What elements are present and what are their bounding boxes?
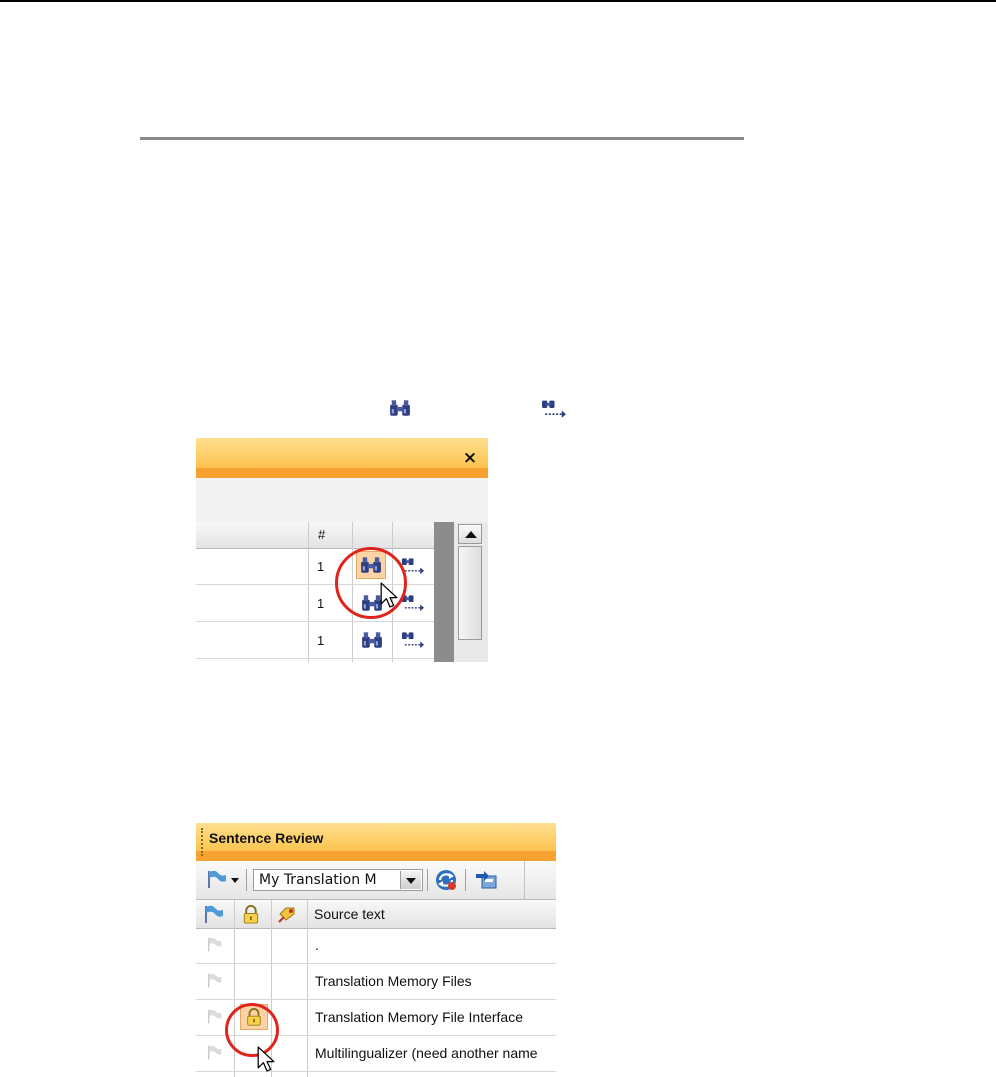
mouse-cursor-icon [380, 582, 398, 608]
vertical-scrollbar[interactable] [454, 522, 488, 662]
table-row[interactable] [196, 928, 556, 964]
flag-icon[interactable] [206, 1008, 224, 1026]
translation-memory-select[interactable] [253, 869, 423, 891]
flag-filter-button[interactable] [206, 869, 240, 891]
toolbar-separator [246, 869, 247, 891]
scroll-up-button[interactable] [458, 524, 482, 544]
grid-header [196, 900, 556, 929]
scroll-thumb[interactable] [458, 546, 482, 640]
flag-icon[interactable] [206, 972, 224, 990]
translation-memory-value: My Translation M [259, 872, 377, 888]
find-next-icon[interactable] [401, 593, 425, 613]
titlebar-strip [196, 851, 556, 861]
find-next-icon[interactable] [401, 630, 425, 650]
find-icon[interactable] [361, 631, 383, 649]
row-count: 1 [317, 596, 325, 611]
find-next-icon [541, 398, 567, 420]
flag-icon [206, 869, 228, 891]
row-count: 1 [317, 559, 325, 574]
page-top-rule [0, 0, 996, 2]
source-text-cell: . [315, 937, 319, 953]
panel-title: Sentence Review [209, 830, 324, 846]
export-icon[interactable] [474, 868, 498, 892]
toolbar-end [524, 861, 525, 899]
titlebar-strip [196, 468, 488, 478]
table-row[interactable] [196, 964, 556, 1000]
row-count: 1 [317, 633, 325, 648]
panel-toolbar [196, 478, 488, 523]
find-icon [389, 399, 411, 417]
section-rule [140, 137, 744, 140]
source-text-column-header[interactable]: Source text [314, 906, 385, 922]
flag-icon[interactable] [206, 1044, 224, 1062]
source-text-cell: Translation Memory File Interface [315, 1009, 523, 1025]
chevron-down-icon[interactable] [400, 871, 421, 889]
chevron-down-icon [231, 878, 239, 883]
pin-icon[interactable] [276, 904, 298, 924]
close-button[interactable]: × [462, 448, 478, 468]
toolbar-separator [465, 869, 466, 891]
drag-grip[interactable] [201, 828, 206, 856]
panel-titlebar [196, 438, 488, 478]
mouse-cursor-icon [257, 1046, 275, 1072]
find-panel-screenshot [196, 438, 488, 662]
grid-gutter [434, 522, 454, 662]
panel-toolbar [196, 861, 556, 900]
toolbar-separator [427, 869, 428, 891]
flag-icon[interactable] [203, 904, 225, 924]
count-column-header[interactable]: # [318, 527, 326, 542]
table-row [196, 622, 434, 659]
source-text-cell: Multilingualizer (need another name [315, 1045, 538, 1061]
panel-titlebar [196, 823, 556, 861]
grid-header [196, 522, 434, 549]
lock-icon[interactable] [239, 904, 261, 924]
source-text-cell: Translation Memory Files [315, 973, 472, 989]
flag-icon[interactable] [206, 936, 224, 954]
refresh-icon[interactable] [434, 868, 458, 892]
